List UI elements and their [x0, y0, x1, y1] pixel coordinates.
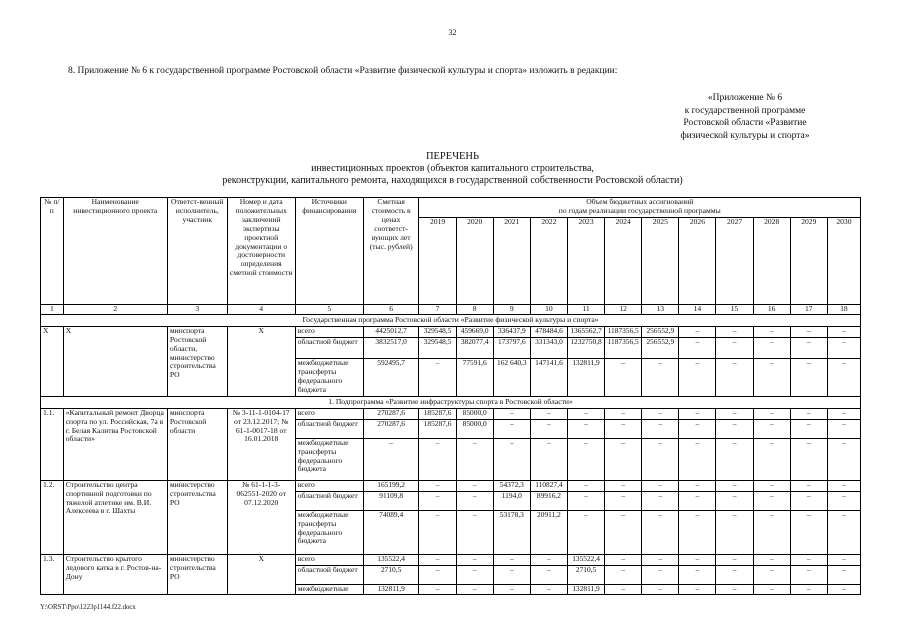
budget-value: 336437,9: [493, 326, 530, 337]
budget-value: –: [716, 565, 753, 584]
budget-value: 1365562,7: [567, 326, 604, 337]
budget-value: –: [716, 438, 753, 480]
budget-value: –: [790, 565, 827, 584]
budget-value: –: [605, 510, 642, 554]
estimated-cost: 132811,9: [363, 584, 419, 594]
budget-value: –: [753, 554, 790, 565]
budget-value: –: [753, 408, 790, 419]
budget-value: –: [753, 419, 790, 438]
budget-value: –: [716, 480, 753, 491]
budget-value: –: [419, 565, 456, 584]
budget-value: –: [716, 408, 753, 419]
budget-value: –: [753, 491, 790, 510]
budget-value: –: [753, 337, 790, 358]
budget-value: –: [827, 419, 860, 438]
budget-value: –: [679, 419, 716, 438]
estimated-cost: 270287,6: [363, 408, 419, 419]
budget-value: 132811,9: [567, 584, 604, 594]
project-name: Х: [63, 326, 167, 396]
budget-value: 256552,9: [642, 337, 679, 358]
estimated-cost: 91109,8: [363, 491, 419, 510]
budget-value: –: [790, 491, 827, 510]
expertise-conclusion: № 3-11-1-0104-17 от 23.12.2017; № 61-1-0017-18 от 16.01.2018: [227, 408, 295, 480]
header-year: 2024: [605, 218, 642, 305]
budget-value: –: [679, 438, 716, 480]
budget-value: –: [827, 438, 860, 480]
header-num: № п/п: [41, 198, 64, 305]
budget-value: 256552,9: [642, 326, 679, 337]
budget-value: –: [493, 438, 530, 480]
funding-source: областной бюджет: [295, 565, 363, 584]
budget-value: –: [827, 408, 860, 419]
funding-source: всего: [295, 480, 363, 491]
appendix-line: Ростовской области «Развитие: [683, 118, 807, 128]
header-budget-volume: [419, 198, 861, 218]
budget-value: –: [716, 326, 753, 337]
column-number: 18: [827, 305, 860, 315]
title-heading: ПЕРЕЧЕНЬ: [425, 151, 480, 162]
budget-value: –: [642, 438, 679, 480]
budget-value: –: [716, 419, 753, 438]
budget-value: 185287,6: [419, 408, 456, 419]
budget-value: –: [530, 554, 567, 565]
budget-value: –: [790, 419, 827, 438]
budget-value: –: [567, 419, 604, 438]
row-number: 1.2.: [41, 480, 64, 554]
budget-value: –: [827, 565, 860, 584]
project-name: «Капитальный ремонт Дворца спорта по ул. Российская, 7а в г. Белая Калитва Ростовской области»: [63, 408, 167, 480]
budget-value: –: [567, 408, 604, 419]
budget-value: –: [493, 584, 530, 594]
responsible-executor: минспорта Ростовской области, министерство строительства РО: [167, 326, 227, 396]
column-number: 10: [530, 305, 567, 315]
budget-value: –: [716, 554, 753, 565]
budget-value: –: [605, 419, 642, 438]
header-estimated-cost: Сметная стоимость в ценах соответст-вующих лет (тыс. рублей): [363, 198, 419, 305]
budget-value: –: [419, 438, 456, 480]
budget-value: –: [493, 419, 530, 438]
column-number: 9: [493, 305, 530, 315]
header-year: 2029: [790, 218, 827, 305]
column-number: 13: [642, 305, 679, 315]
budget-value: –: [753, 326, 790, 337]
budget-value: –: [790, 480, 827, 491]
column-number: 11: [567, 305, 604, 315]
budget-value: –: [605, 554, 642, 565]
budget-value: –: [530, 584, 567, 594]
budget-value: –: [753, 438, 790, 480]
header-year: 2019: [419, 218, 456, 305]
program-title: Государственная программа Ростовской области «Развитие физической культуры и спорта»: [41, 314, 861, 326]
budget-value: –: [456, 438, 493, 480]
budget-value: –: [753, 358, 790, 396]
file-path-footer: Y:\ORST\Ppo\1223p1144.f22.docx: [40, 604, 136, 611]
budget-value: –: [642, 584, 679, 594]
budget-value: –: [753, 584, 790, 594]
title-line: реконструкции, капитального ремонта, находящихся в государственной собственности Ростовской области): [222, 175, 683, 186]
budget-value: 85000,0: [456, 408, 493, 419]
funding-source: межбюджетные трансферты федерального бюджета: [295, 510, 363, 554]
budget-value: 1232750,8: [567, 337, 604, 358]
budget-value: –: [605, 491, 642, 510]
budget-value: –: [456, 565, 493, 584]
budget-value: –: [716, 337, 753, 358]
project-name: Строительство крытого ледового катка в г. Ростов-на-Дону: [63, 554, 167, 594]
header-year: 2027: [716, 218, 753, 305]
budget-value: –: [790, 358, 827, 396]
responsible-executor: министерство строительства РО: [167, 480, 227, 554]
appendix-line: «Приложение № 6: [707, 93, 783, 103]
investment-projects-table: [40, 197, 861, 595]
budget-value: –: [493, 554, 530, 565]
budget-value: –: [530, 419, 567, 438]
budget-value: –: [419, 358, 456, 396]
budget-value: –: [753, 510, 790, 554]
budget-value: 132811,9: [567, 358, 604, 396]
budget-value: 77591,6: [456, 358, 493, 396]
expertise-conclusion: Х: [227, 326, 295, 396]
budget-value: 135522,4: [567, 554, 604, 565]
budget-value: –: [642, 480, 679, 491]
row-number: 1.3.: [41, 554, 64, 594]
budget-value: –: [679, 408, 716, 419]
budget-value: 89916,2: [530, 491, 567, 510]
budget-value: –: [827, 480, 860, 491]
budget-value: –: [790, 438, 827, 480]
budget-value: 173797,6: [493, 337, 530, 358]
funding-source: всего: [295, 326, 363, 337]
budget-value: 85000,0: [456, 419, 493, 438]
budget-value: –: [456, 480, 493, 491]
budget-value: –: [493, 565, 530, 584]
budget-value: –: [605, 565, 642, 584]
header-executor: Ответст-венный исполнитель, участник: [167, 198, 227, 305]
title-line: инвестиционных проектов (объектов капитального строительства,: [311, 163, 594, 174]
column-number: 8: [456, 305, 493, 315]
budget-value: –: [790, 554, 827, 565]
budget-value: –: [679, 480, 716, 491]
header-year: 2030: [827, 218, 860, 305]
column-number: 16: [753, 305, 790, 315]
amendment-lead-text: 8. Приложение № 6 к государственной программе Ростовской области «Развитие физической культуры и спорта» изложить в редакции:: [68, 66, 618, 76]
budget-value: –: [753, 480, 790, 491]
budget-value: –: [716, 491, 753, 510]
column-number: 14: [679, 305, 716, 315]
data-row: [41, 326, 861, 337]
budget-value: –: [827, 584, 860, 594]
budget-value: 2710,5: [567, 565, 604, 584]
header-year: 2026: [679, 218, 716, 305]
header-budget-volume-line: по годам реализации государственной программы: [558, 205, 721, 215]
budget-value: –: [790, 584, 827, 594]
header-year: 2025: [642, 218, 679, 305]
estimated-cost: 592495,7: [363, 358, 419, 396]
subprogram-title-row: [41, 396, 861, 408]
budget-value: –: [790, 510, 827, 554]
column-number: 6: [363, 305, 419, 315]
budget-value: –: [827, 326, 860, 337]
expertise-conclusion: Х: [227, 554, 295, 594]
budget-value: –: [679, 491, 716, 510]
column-number: 12: [605, 305, 642, 315]
header-year: 2022: [530, 218, 567, 305]
budget-value: –: [679, 565, 716, 584]
budget-value: –: [679, 337, 716, 358]
expertise-conclusion: № 61-1-1-3-062551-2020 от 07.12.2020: [227, 480, 295, 554]
column-number: 1: [41, 305, 64, 315]
budget-value: 459669,0: [456, 326, 493, 337]
budget-value: 1194,0: [493, 491, 530, 510]
budget-value: –: [567, 438, 604, 480]
data-row: [41, 480, 861, 491]
funding-source: областной бюджет: [295, 419, 363, 438]
budget-value: –: [605, 480, 642, 491]
budget-value: –: [827, 554, 860, 565]
funding-source: областной бюджет: [295, 337, 363, 358]
budget-value: –: [642, 565, 679, 584]
funding-source: межбюджетные трансферты федерального бюджета: [295, 358, 363, 396]
responsible-executor: министерство строительства РО: [167, 554, 227, 594]
column-number: 5: [295, 305, 363, 315]
column-number: 17: [790, 305, 827, 315]
budget-value: –: [679, 326, 716, 337]
column-number: 3: [167, 305, 227, 315]
budget-value: –: [642, 419, 679, 438]
header-year: 2020: [456, 218, 493, 305]
header-expertise: Номер и дата положительных заключений экспертизы проектной документации о достоверности определения сметной стоимости: [227, 198, 295, 305]
funding-source: всего: [295, 408, 363, 419]
budget-value: –: [790, 337, 827, 358]
budget-value: –: [419, 491, 456, 510]
row-number: Х: [41, 326, 64, 396]
budget-value: –: [419, 584, 456, 594]
subprogram-title: 1. Подпрограмма «Развитие инфраструктуры спорта в Ростовской области»: [41, 396, 861, 408]
budget-value: –: [642, 491, 679, 510]
estimated-cost: 165199,2: [363, 480, 419, 491]
budget-value: –: [790, 326, 827, 337]
document-title: [0, 151, 905, 187]
budget-value: –: [567, 510, 604, 554]
header-year: 2023: [567, 218, 604, 305]
budget-value: –: [642, 408, 679, 419]
header-project-name: Наименование инвестиционного проекта: [63, 198, 167, 305]
budget-value: 329548,5: [419, 326, 456, 337]
budget-value: –: [679, 584, 716, 594]
budget-value: –: [530, 565, 567, 584]
budget-value: 1187356,5: [605, 326, 642, 337]
budget-value: –: [419, 510, 456, 554]
budget-value: –: [753, 565, 790, 584]
data-row: [41, 408, 861, 419]
funding-source: областной бюджет: [295, 491, 363, 510]
budget-value: 329548,5: [419, 337, 456, 358]
budget-value: –: [716, 358, 753, 396]
estimated-cost: 4425012,7: [363, 326, 419, 337]
budget-value: –: [456, 491, 493, 510]
header-budget-volume-line: Объем бюджетных ассигнований: [586, 197, 694, 206]
budget-value: –: [642, 358, 679, 396]
budget-value: –: [642, 554, 679, 565]
budget-value: 478484,6: [530, 326, 567, 337]
budget-value: –: [679, 554, 716, 565]
estimated-cost: –: [363, 438, 419, 480]
budget-value: –: [567, 480, 604, 491]
program-title-row: [41, 314, 861, 326]
budget-value: –: [419, 480, 456, 491]
header-year: 2021: [493, 218, 530, 305]
responsible-executor: минспорта Ростовской области: [167, 408, 227, 480]
column-number: 15: [716, 305, 753, 315]
column-number: 4: [227, 305, 295, 315]
estimated-cost: 3832517,0: [363, 337, 419, 358]
appendix-reference: [645, 92, 845, 142]
budget-value: –: [456, 554, 493, 565]
header-row: [41, 198, 861, 218]
row-number: 1.1.: [41, 408, 64, 480]
budget-value: –: [716, 584, 753, 594]
appendix-line: физической культуры и спорта»: [680, 130, 810, 141]
project-name: Строительство центра спортивной подготовки по тяжелой атлетике им. В.И. Алексеева в г. Шахты: [63, 480, 167, 554]
budget-value: 54372,3: [493, 480, 530, 491]
funding-source: межбюджетные трансферты федерального бюджета: [295, 438, 363, 480]
column-number-row: [41, 305, 861, 315]
budget-value: 147141,6: [530, 358, 567, 396]
page-number: 32: [448, 28, 457, 37]
budget-value: 20911,2: [530, 510, 567, 554]
budget-value: –: [456, 584, 493, 594]
budget-value: –: [827, 510, 860, 554]
budget-value: 185287,6: [419, 419, 456, 438]
budget-value: –: [679, 358, 716, 396]
budget-value: –: [419, 554, 456, 565]
budget-value: –: [530, 408, 567, 419]
budget-value: –: [827, 358, 860, 396]
estimated-cost: 270287,6: [363, 419, 419, 438]
column-number: 7: [419, 305, 456, 315]
budget-value: –: [642, 510, 679, 554]
estimated-cost: 135522,4: [363, 554, 419, 565]
budget-value: 382077,4: [456, 337, 493, 358]
budget-value: –: [530, 438, 567, 480]
header-funding-source: Источники финансирования: [295, 198, 363, 305]
budget-value: –: [605, 408, 642, 419]
budget-value: –: [493, 408, 530, 419]
header-year: 2028: [753, 218, 790, 305]
budget-value: –: [827, 491, 860, 510]
budget-value: –: [716, 510, 753, 554]
budget-value: 53178,3: [493, 510, 530, 554]
column-number: 2: [63, 305, 167, 315]
estimated-cost: 74089,4: [363, 510, 419, 554]
budget-value: –: [679, 510, 716, 554]
budget-value: 1187356,5: [605, 337, 642, 358]
budget-value: –: [790, 408, 827, 419]
funding-source: межбюджетные: [295, 584, 363, 594]
funding-source: всего: [295, 554, 363, 565]
data-row: [41, 554, 861, 565]
budget-value: –: [605, 584, 642, 594]
appendix-line: к государственной программе: [684, 105, 806, 116]
budget-value: 110827,4: [530, 480, 567, 491]
budget-value: –: [605, 358, 642, 396]
budget-value: 162 640,3: [493, 358, 530, 396]
budget-value: –: [827, 337, 860, 358]
budget-value: 331343,0: [530, 337, 567, 358]
estimated-cost: 2710,5: [363, 565, 419, 584]
budget-value: –: [456, 510, 493, 554]
budget-value: –: [605, 438, 642, 480]
budget-value: –: [567, 491, 604, 510]
